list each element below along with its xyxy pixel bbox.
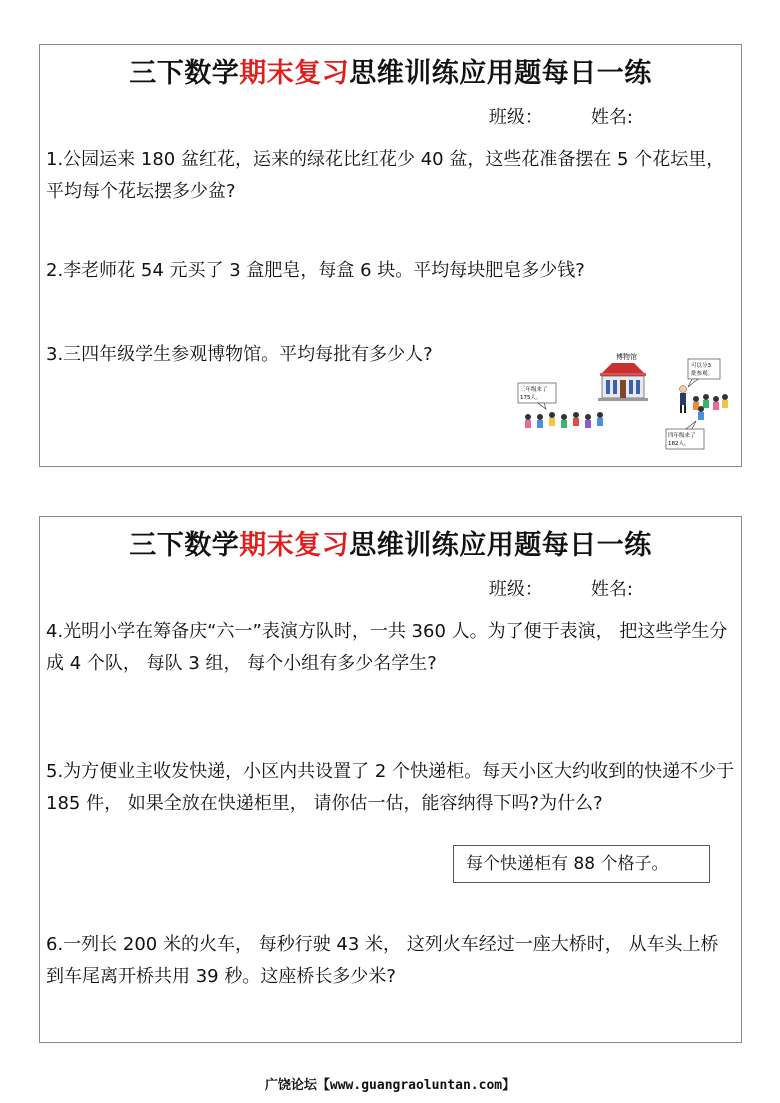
bubble-batches (688, 359, 720, 387)
question-6: 6.一列长 200 米的火车， 每秒行驶 43 米， 这列火车经过一座大桥时， 从车头上桥到车尾离开桥共用 39 秒。这座桥长多少米? (46, 934, 719, 987)
museum-visit-illustration (516, 345, 731, 460)
title-highlight: 期末复习 (239, 530, 350, 561)
sheet-title (40, 523, 741, 562)
museum-building-icon (598, 363, 648, 401)
question-1: 1.公园运来 180 盆红花，运来的绿花比红花少 40 盆，这些花准备摆在 5 个花坛里， 平均每个花坛摆多少盆? (46, 149, 730, 202)
museum-label: 博物馆 (616, 353, 637, 361)
footer (0, 1074, 780, 1093)
title-prefix: 三下数学 (129, 530, 240, 561)
class-label: 班级： (488, 579, 543, 600)
teacher-figure (680, 386, 687, 414)
question-3: 3.三四年级学生参观博物馆。平均每批有多少人? (46, 344, 433, 365)
bubble-grade4-line2: 182人。 (668, 441, 690, 447)
class-label: 班级： (488, 107, 543, 128)
student-info (489, 103, 633, 129)
question-4: 4.光明小学在筹备庆“六一”表演方队时，一共 360 人。为了便于表演， 把这些学生分成 4 个队， 每队 3 组， 每个小组有多少名学生? (46, 621, 728, 674)
bubble-grade3-line1: 三年级来了 (520, 387, 548, 393)
footer-site-name: 广饶论坛 (264, 1078, 317, 1093)
students-group-right (693, 394, 728, 420)
student-info (489, 575, 633, 601)
question-5: 5.为方便业主收发快递，小区内共设置了 2 个快递柜。每天小区大约收到的快递不少于 185 件， 如果全放在快递柜里， 请你估一估，能容纳得下吗?为什么? (46, 761, 740, 814)
title-suffix: 思维训练应用题每日一练 (349, 530, 652, 561)
students-group-left (525, 412, 603, 428)
title-highlight: 期末复习 (239, 58, 350, 89)
bubble-batches-line2: 批参观。 (691, 371, 714, 377)
bubble-grade3 (518, 383, 556, 409)
title-prefix: 三下数学 (129, 58, 240, 89)
exercise-sheet-2 (39, 516, 742, 1043)
sheet-title (40, 51, 741, 90)
question-2: 2.李老师花 54 元买了 3 盒肥皂，每盒 6 块。平均每块肥皂多少钱? (46, 260, 585, 281)
footer-url[interactable]: 【www.guangraoluntan.com】 (316, 1078, 516, 1093)
name-label: 姓名: (590, 107, 633, 128)
bubble-grade3-line2: 175人。 (520, 395, 542, 401)
locker-note: 每个快递柜有 88 个格子。 (466, 854, 669, 874)
bubble-batches-line1: 可以分3 (691, 363, 711, 369)
title-suffix: 思维训练应用题每日一练 (349, 58, 652, 89)
locker-note-box (453, 845, 710, 883)
name-label: 姓名: (590, 579, 633, 600)
bubble-grade4 (666, 421, 704, 449)
bubble-grade4-line1: 四年级来了 (668, 433, 696, 439)
exercise-sheet-1 (39, 44, 742, 467)
